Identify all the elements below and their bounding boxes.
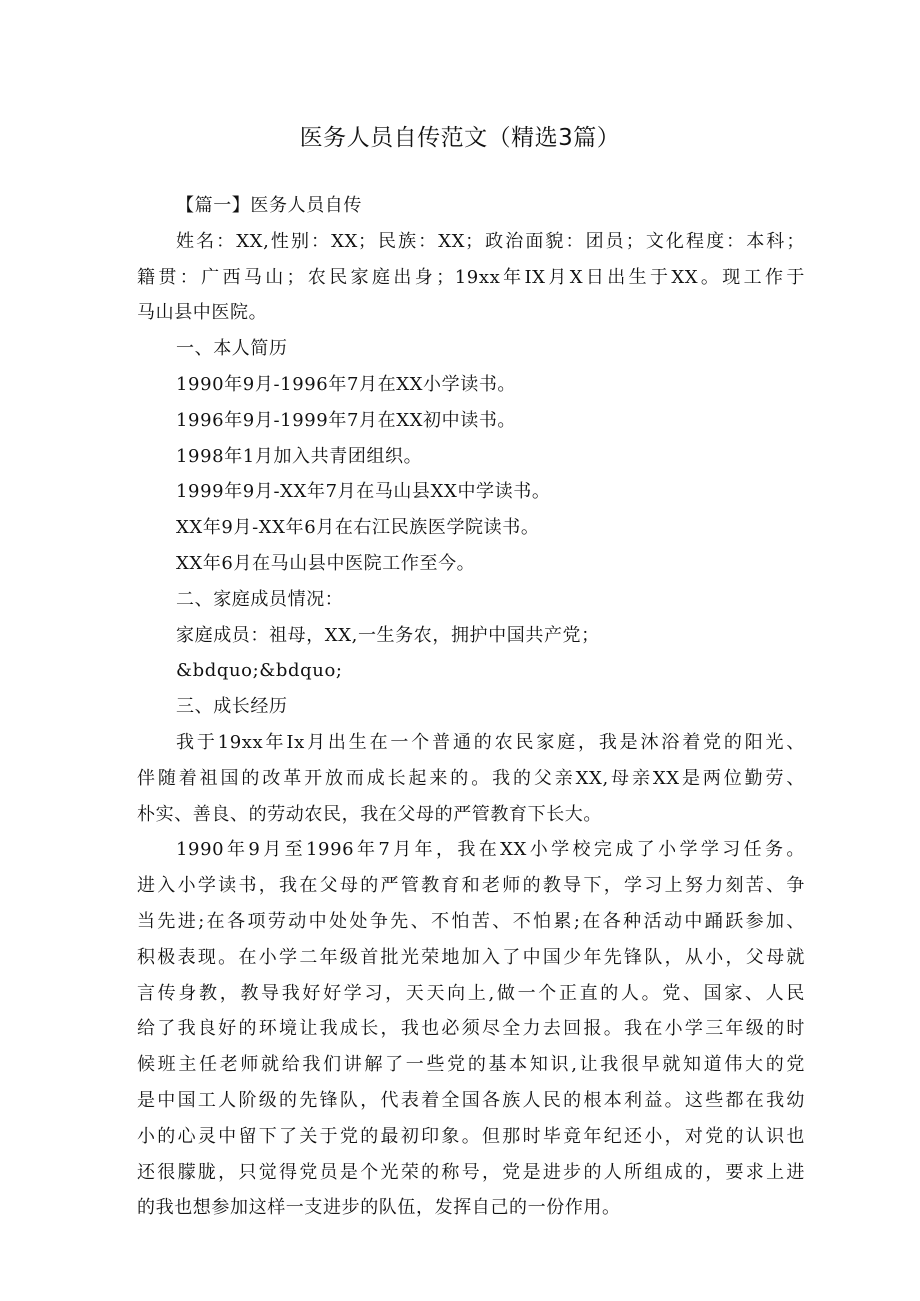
document-body [137, 188, 805, 1226]
body-line: 伴随着祖国的改革开放而成长起来的。我的父亲XX,母亲XX是两位勤劳、 [137, 767, 805, 789]
body-line: 一、本人简历 [176, 338, 288, 360]
document-title: 医务人员自传范文（精选3篇） [299, 125, 621, 151]
body-line: 我于19xx年Ix月出生在一个普通的农民家庭，我是沐浴着党的阳光、 [176, 731, 805, 753]
body-line: 家庭成员：祖母，XX,一生务农，拥护中国共产党； [176, 624, 600, 646]
body-line: 积极表现。在小学二年级首批光荣地加入了中国少年先锋队，从小，父母就 [137, 946, 805, 968]
body-line: 是中国工人阶级的先锋队，代表着全国各族人民的根本利益。这些都在我幼 [137, 1089, 805, 1111]
body-line: 【篇一】医务人员自传 [176, 195, 362, 216]
body-line: 当先进;在各项劳动中处处争先、不怕苦、不怕累;在各种活动中踊跃参加、 [137, 910, 805, 932]
body-line: 籍贯：广西马山；农民家庭出身；19xx年IX月X日出生于XX。现工作于 [137, 266, 805, 288]
body-line: 小的心灵中留下了关于党的最初印象。但那时毕竟年纪还小，对党的认识也 [137, 1125, 805, 1147]
body-line: 二、家庭成员情况： [176, 588, 344, 610]
body-line: 朴实、善良、的劳动农民，我在父母的严管教育下长大。 [137, 803, 602, 825]
body-line: 1996年9月-1999年7月在XX初中读书。 [176, 409, 517, 431]
body-line: 三、成长经历 [176, 696, 288, 718]
body-line: 1990年9月至1996年7月年，我在XX小学校完成了小学学习任务。 [176, 839, 805, 861]
body-line: 姓名：XX,性别：XX；民族：XX；政治面貌：团员；文化程度：本科； [176, 230, 805, 252]
body-line: 的我也想参加这样一支进步的队伍，发挥自己的一份作用。 [137, 1197, 621, 1219]
body-line: XX年9月-XX年6月在右江民族医学院读书。 [176, 517, 540, 539]
body-line: 候班主任老师就给我们讲解了一些党的基本知识,让我很早就知道伟大的党 [137, 1054, 805, 1076]
body-line: 进入小学读书，我在父母的严管教育和老师的教导下，学习上努力刻苦、争 [137, 875, 805, 897]
body-line: 1999年9月-XX年7月在马山县XX中学读书。 [176, 481, 551, 503]
body-line: 给了我良好的环境让我成长，我也必须尽全力去回报。我在小学三年级的时 [137, 1018, 805, 1040]
body-line: XX年6月在马山县中医院工作至今。 [176, 552, 476, 574]
body-line: 马山县中医院。 [137, 302, 268, 324]
body-line: 还很朦胧，只觉得党员是个光荣的称号，党是进步的人所组成的，要求上进 [137, 1161, 805, 1183]
body-line: 言传身教，教导我好好学习，天天向上,做一个正直的人。党、国家、人民 [137, 982, 805, 1004]
body-line: 1990年9月-1996年7月在XX小学读书。 [176, 373, 517, 395]
body-line: 1998年1月加入共青团组织。 [176, 445, 423, 467]
body-line: &bdquo;&bdquo; [176, 660, 343, 682]
